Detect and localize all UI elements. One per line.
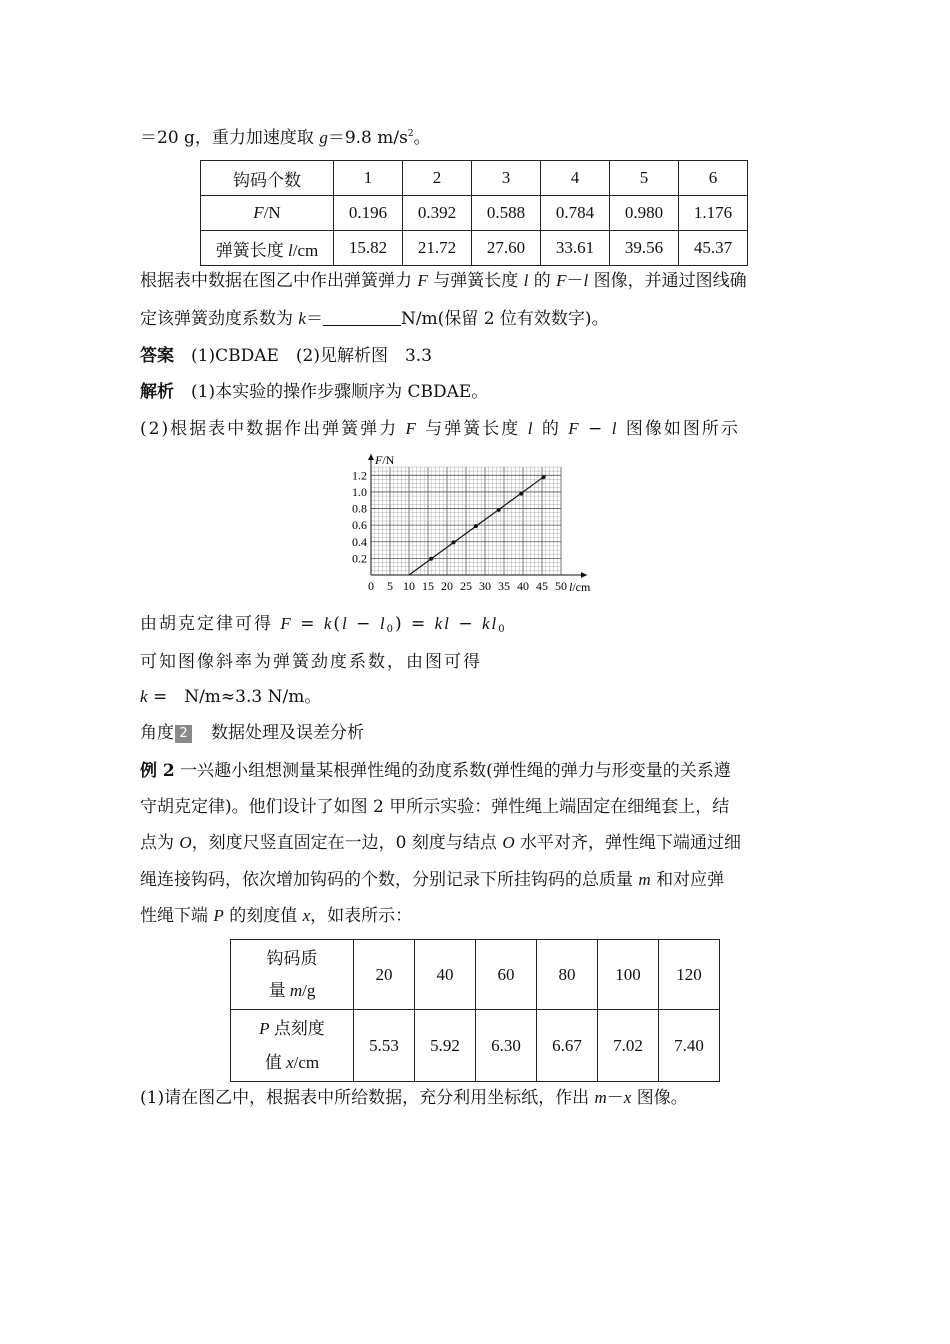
example-line-3: 点为 O，刻度尺竖直固定在一边，0 刻度与结点 O 水平对齐，弹性绳下端通过细	[140, 833, 741, 853]
table-cell: 钩码个数	[201, 161, 334, 196]
y-tick-label: 0.6	[352, 518, 367, 533]
table-cell: 100	[598, 940, 659, 1010]
analysis-label: 解析	[140, 382, 174, 402]
table-cell: 0.196	[334, 196, 403, 231]
row-label: F/N	[201, 196, 334, 231]
table-cell: 60	[476, 940, 537, 1010]
answer-blank	[323, 309, 401, 326]
x-tick-label: 35	[498, 579, 510, 593]
y-tick-label: 0.4	[352, 534, 367, 549]
x-tick-label: 15	[422, 579, 434, 593]
table-cell: 1	[334, 161, 403, 196]
data-point	[452, 540, 456, 544]
table-row-mass	[231, 940, 720, 1010]
table-cell: 2	[403, 161, 472, 196]
x-axis-label: l/cm	[569, 580, 591, 594]
hooke-line-1: 由胡克定律可得 $F = k(l - l_0)$ = kl − $kl_0$	[140, 614, 507, 635]
y-axis-arrow	[368, 454, 374, 460]
x-tick-label: 20	[441, 579, 453, 593]
table-row-position	[231, 1010, 720, 1082]
x-tick-label: 40	[517, 579, 529, 593]
table-cell: 5.53	[354, 1010, 415, 1082]
example-line-4: 绳连接钩码，依次增加钩码的个数，分别记录下所挂钩码的总质量 m 和对应弹	[140, 870, 725, 890]
x-tick-label: 10	[403, 579, 415, 593]
y-axis-label: F/N	[375, 453, 395, 467]
table-cell: 120	[659, 940, 720, 1010]
rope-data-table	[230, 939, 720, 1082]
table-cell: 0.588	[472, 196, 541, 231]
data-point	[519, 492, 523, 496]
table-cell: 15.82	[334, 231, 403, 266]
hooke-line-2: 可知图像斜率为弹簧劲度系数，由图可得	[140, 652, 482, 672]
analysis-line-2: (2)根据表中数据作出弹簧弹力 F 与弹簧长度 l 的 F − l 图像如图所示	[140, 419, 740, 439]
table-row-length	[201, 231, 748, 266]
row-label: 钩码质 量 m/g	[231, 940, 354, 1010]
final-question-line: (1)请在图乙中，根据表中所给数据，充分利用坐标纸，作出 m－x 图像。	[140, 1088, 688, 1108]
table-cell: 21.72	[403, 231, 472, 266]
table-header-row	[201, 161, 748, 196]
table-cell: 33.61	[541, 231, 610, 266]
y-tick-label: 0.2	[352, 551, 367, 566]
example-line-2: 守胡克定律)。他们设计了如图 2 甲所示实验：弹性绳上端固定在细绳套上，结	[140, 797, 730, 817]
y-tick-label: 0.8	[352, 501, 367, 516]
example-line-1: 例 2 一兴趣小组想测量某根弹性绳的劲度系数(弹性绳的弹力与形变量的关系遵	[140, 761, 731, 781]
x-tick-label: 0	[368, 579, 374, 593]
table-cell: 4	[541, 161, 610, 196]
hooke-line-3: k = N/m≈3.3 N/m。	[140, 687, 322, 707]
data-point	[497, 508, 501, 512]
y-tick-label: 1.2	[352, 468, 367, 483]
table-cell: 45.37	[679, 231, 748, 266]
question-line-1: 根据表中数据在图乙中作出弹簧弹力 F 与弹簧长度 l 的 F－l 图像，并通过图线确	[140, 271, 747, 291]
example-label: 例 2	[140, 761, 175, 781]
x-tick-label: 45	[536, 579, 548, 593]
question-line-2: 定该弹簧劲度系数为 k＝ N/m(保留 2 位有效数字)。	[140, 309, 609, 329]
data-point	[541, 475, 545, 479]
table-cell: 6.30	[476, 1010, 537, 1082]
table-cell: 6	[679, 161, 748, 196]
x-tick-label: 30	[479, 579, 491, 593]
section-number-badge: 2	[175, 725, 192, 743]
table-cell: 40	[415, 940, 476, 1010]
intro-line: ＝20 g，重力加速度取 g＝9.8 $m/s^2$。	[140, 128, 431, 148]
table-cell: 5	[610, 161, 679, 196]
table-cell: 0.392	[403, 196, 472, 231]
answer-line: 答案 (1)CBDAE (2)见解析图 3.3	[140, 346, 433, 366]
table-cell: 0.784	[541, 196, 610, 231]
table-cell: 27.60	[472, 231, 541, 266]
table-cell: 3	[472, 161, 541, 196]
table-cell: 7.02	[598, 1010, 659, 1082]
answer-label: 答案	[140, 346, 174, 366]
table-cell: 5.92	[415, 1010, 476, 1082]
analysis-line-1: 解析 (1)本实验的操作步骤顺序为 CBDAE。	[140, 382, 489, 402]
table-cell: 0.980	[610, 196, 679, 231]
data-point	[474, 524, 478, 528]
data-point	[429, 557, 433, 561]
table-row-force	[201, 196, 748, 231]
row-label: 弹簧长度 l/cm	[201, 231, 334, 266]
row-label: P 点刻度 值 x/cm	[231, 1010, 354, 1082]
section-heading: 角度 2 数据处理及误差分析	[140, 723, 364, 743]
force-length-graph	[340, 452, 610, 597]
table-cell: 1.176	[679, 196, 748, 231]
x-tick-label: 50	[555, 579, 567, 593]
x-axis-arrow	[581, 572, 587, 578]
table-cell: 7.40	[659, 1010, 720, 1082]
spring-data-table	[200, 160, 748, 266]
example-line-5: 性绳下端 P 的刻度值 x，如表所示：	[140, 906, 413, 926]
y-tick-label: 1.0	[352, 484, 367, 499]
table-cell: 39.56	[610, 231, 679, 266]
table-cell: 80	[537, 940, 598, 1010]
x-tick-label: 25	[460, 579, 472, 593]
table-cell: 20	[354, 940, 415, 1010]
table-cell: 6.67	[537, 1010, 598, 1082]
x-tick-label: 5	[387, 579, 393, 593]
